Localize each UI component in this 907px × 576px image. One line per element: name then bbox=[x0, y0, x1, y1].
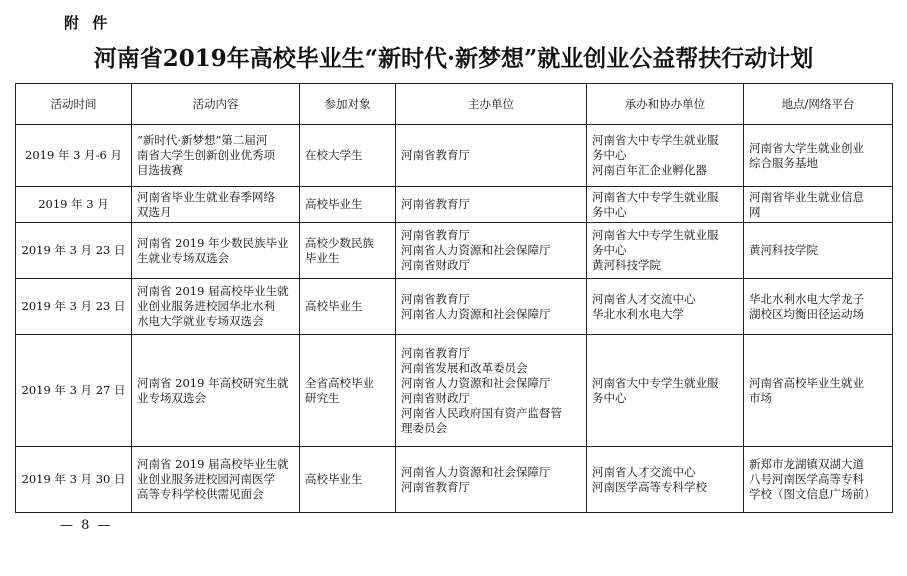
cell-content bbox=[132, 335, 300, 447]
col-header-venue: 地点/网络平台 bbox=[744, 84, 893, 125]
cell-co-organizers-line: 务中心 bbox=[592, 243, 627, 257]
cell-co-organizers-line: 华北水利水电大学 bbox=[592, 306, 684, 321]
table-row bbox=[16, 335, 893, 447]
cell-co-organizers bbox=[587, 335, 744, 447]
cell-participants-line: 高校少数民族 bbox=[305, 235, 374, 250]
cell-venue bbox=[744, 125, 893, 187]
cell-co-organizers-line: 河南省大中专学生就业服 bbox=[592, 228, 719, 242]
cell-time: 2019 年 3 月-6 月 bbox=[16, 125, 132, 187]
cell-co-organizers-line: 河南省大中专学生就业服 bbox=[592, 189, 719, 204]
col-header-content: 活动内容 bbox=[132, 84, 300, 125]
table-row bbox=[16, 223, 893, 279]
cell-organizers-line: 河南省教育厅 bbox=[401, 228, 470, 242]
cell-venue bbox=[744, 223, 893, 279]
cell-participants bbox=[300, 279, 396, 335]
cell-content-line: 业创业服务进校园华北水利 bbox=[137, 299, 275, 313]
cell-co-organizers bbox=[587, 187, 744, 223]
col-header-co-organizers: 承办和协办单位 bbox=[587, 84, 744, 125]
cell-content-line: 双选月 bbox=[137, 204, 172, 219]
cell-participants bbox=[300, 125, 396, 187]
table-row bbox=[16, 447, 893, 513]
cell-co-organizers bbox=[587, 279, 744, 335]
cell-organizers-line: 河南省教育厅 bbox=[401, 345, 470, 360]
cell-venue-line: 黄河科技学院 bbox=[749, 243, 818, 257]
cell-content-line: “新时代·新梦想”第二届河 bbox=[137, 133, 268, 147]
cell-co-organizers-line: 河南省大中专学生就业服 bbox=[592, 375, 719, 390]
cell-participants-line: 毕业生 bbox=[305, 250, 340, 265]
cell-venue-line: 学校（图文信息广场前） bbox=[749, 487, 876, 501]
cell-content-line: 目选拔赛 bbox=[137, 163, 183, 177]
cell-participants-line: 高校毕业生 bbox=[305, 197, 363, 211]
col-header-organizers: 主办单位 bbox=[396, 84, 587, 125]
cell-content-line: 高等专科学校供需见面会 bbox=[137, 487, 264, 501]
cell-participants bbox=[300, 335, 396, 447]
cell-time: 2019 年 3 月 30 日 bbox=[16, 447, 132, 513]
cell-content bbox=[132, 187, 300, 223]
document-title: 河南省2019年高校毕业生“新时代·新梦想”就业创业公益帮扶行动计划 bbox=[93, 45, 814, 72]
cell-venue bbox=[744, 335, 893, 447]
cell-venue-line: 湖校区均衡田径运动场 bbox=[749, 306, 864, 321]
cell-co-organizers-line: 河南省人才交流中心 bbox=[592, 464, 696, 479]
cell-content bbox=[132, 223, 300, 279]
cell-organizers bbox=[396, 223, 587, 279]
cell-time: 2019 年 3 月 27 日 bbox=[16, 335, 132, 447]
cell-organizers-line: 河南省人力资源和社会保障厅 bbox=[401, 243, 551, 257]
cell-venue-line: 网 bbox=[749, 204, 761, 219]
cell-venue-line: 河南省高校毕业生就业 bbox=[749, 375, 864, 390]
cell-organizers-line: 河南省发展和改革委员会 bbox=[401, 360, 528, 375]
cell-venue-line: 市场 bbox=[749, 390, 772, 405]
cell-organizers-line: 河南省人民政府国有资产监督管 bbox=[401, 405, 562, 420]
cell-time: 2019 年 3 月 bbox=[16, 187, 132, 223]
cell-co-organizers-line: 黄河科技学院 bbox=[592, 258, 661, 272]
cell-participants-line: 研究生 bbox=[305, 390, 340, 405]
cell-content-line: 水电大学就业专场双选会 bbox=[137, 314, 264, 328]
table-body bbox=[16, 125, 893, 513]
col-header-participants: 参加对象 bbox=[300, 84, 396, 125]
cell-venue-line: 河南省毕业生就业信息 bbox=[749, 189, 864, 204]
cell-participants-line: 高校毕业生 bbox=[305, 299, 363, 313]
cell-organizers bbox=[396, 279, 587, 335]
cell-co-organizers-line: 河南省人才交流中心 bbox=[592, 291, 696, 306]
cell-co-organizers-line: 务中心 bbox=[592, 204, 627, 219]
cell-co-organizers-line: 务中心 bbox=[592, 148, 627, 162]
cell-content-line: 河南省 2019 年少数民族毕业 bbox=[137, 235, 289, 250]
cell-content bbox=[132, 279, 300, 335]
cell-organizers-line: 河南省人力资源和社会保障厅 bbox=[401, 306, 551, 321]
cell-time: 2019 年 3 月 23 日 bbox=[16, 279, 132, 335]
cell-participants-line: 高校毕业生 bbox=[305, 472, 363, 486]
cell-venue-line: 河南省大学生就业创业 bbox=[749, 140, 864, 155]
cell-venue-line: 华北水利水电大学龙子 bbox=[749, 291, 864, 306]
attachment-label: 附 件 bbox=[64, 14, 112, 32]
header-row bbox=[16, 84, 893, 125]
table-header bbox=[16, 84, 893, 125]
cell-participants bbox=[300, 187, 396, 223]
col-header-time: 活动时间 bbox=[16, 84, 132, 125]
cell-participants-line: 全省高校毕业 bbox=[305, 375, 374, 390]
table-row bbox=[16, 279, 893, 335]
cell-organizers bbox=[396, 335, 587, 447]
cell-organizers-line: 河南省教育厅 bbox=[401, 197, 470, 211]
cell-content-line: 生就业专场双选会 bbox=[137, 250, 229, 265]
cell-venue bbox=[744, 187, 893, 223]
cell-content-line: 业专场双选会 bbox=[137, 390, 206, 405]
cell-organizers-line: 河南省教育厅 bbox=[401, 291, 470, 306]
cell-co-organizers bbox=[587, 125, 744, 187]
cell-content-line: 河南省 2019 届高校毕业生就 bbox=[137, 284, 289, 298]
cell-content-line: 业创业服务进校园河南医学 bbox=[137, 472, 275, 486]
cell-content bbox=[132, 125, 300, 187]
cell-content-line: 河南省 2019 届高校毕业生就 bbox=[137, 457, 289, 471]
cell-organizers-line: 河南省教育厅 bbox=[401, 479, 470, 494]
cell-content-line: 南省大学生创新创业优秀项 bbox=[137, 148, 275, 162]
cell-co-organizers bbox=[587, 223, 744, 279]
cell-co-organizers-line: 河南医学高等专科学校 bbox=[592, 479, 707, 494]
page-number: — 8 — bbox=[60, 518, 113, 533]
cell-content-line: 河南省 2019 年高校研究生就 bbox=[137, 375, 289, 390]
cell-time: 2019 年 3 月 23 日 bbox=[16, 223, 132, 279]
cell-co-organizers-line: 务中心 bbox=[592, 390, 627, 405]
cell-venue-line: 八号河南医学高等专科 bbox=[749, 472, 864, 486]
cell-venue bbox=[744, 447, 893, 513]
cell-co-organizers-line: 河南省大中专学生就业服 bbox=[592, 133, 719, 147]
cell-co-organizers bbox=[587, 447, 744, 513]
cell-organizers-line: 河南省教育厅 bbox=[401, 148, 470, 162]
cell-venue bbox=[744, 279, 893, 335]
cell-content bbox=[132, 447, 300, 513]
cell-participants bbox=[300, 447, 396, 513]
table-row bbox=[16, 187, 893, 223]
cell-organizers bbox=[396, 447, 587, 513]
cell-venue-line: 新郑市龙湖镇双湖大道 bbox=[749, 457, 864, 471]
cell-co-organizers-line: 河南百年汇企业孵化器 bbox=[592, 163, 707, 177]
cell-venue-line: 综合服务基地 bbox=[749, 155, 818, 170]
cell-organizers-line: 河南省人力资源和社会保障厅 bbox=[401, 375, 551, 390]
cell-organizers-line: 河南省财政厅 bbox=[401, 258, 470, 272]
cell-participants bbox=[300, 223, 396, 279]
cell-organizers bbox=[396, 187, 587, 223]
plan-table bbox=[15, 83, 893, 513]
cell-organizers bbox=[396, 125, 587, 187]
cell-content-line: 河南省毕业生就业春季网络 bbox=[137, 189, 275, 204]
cell-organizers-line: 河南省人力资源和社会保障厅 bbox=[401, 464, 551, 479]
table-row bbox=[16, 125, 893, 187]
cell-organizers-line: 河南省财政厅 bbox=[401, 390, 470, 405]
cell-organizers-line: 理委员会 bbox=[401, 420, 447, 435]
cell-participants-line: 在校大学生 bbox=[305, 148, 363, 162]
